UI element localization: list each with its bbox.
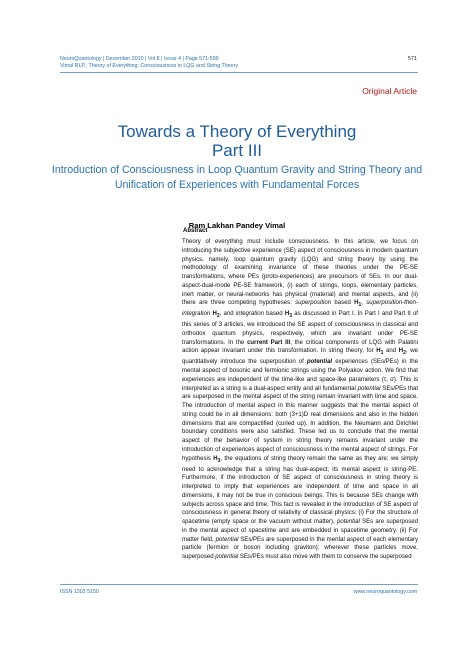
running-title-line: Vimal RLP., Theory of Everything: Consciousness in LQG and String Theory (60, 63, 239, 69)
journal-citation-line: NeuroQuantology | December 2010 | Vol 8 | Issue 4 | Page 571-599 (60, 56, 219, 62)
abstract-heading: Abstract (183, 228, 208, 234)
journal-url[interactable]: www.neuroquantology.com (353, 589, 417, 595)
page-number: 571 (407, 56, 417, 62)
article-type-label: Original Article (362, 86, 417, 96)
footer-rule (60, 584, 418, 585)
subtitle: Introduction of Consciousness in Loop Quantum Gravity and String Theory and Unification of Experiences with Fundamental Forces (51, 164, 423, 191)
author-name: Ram Lakhan Pandey Vimal (188, 221, 286, 230)
issn-label: ISSN 1303 5150 (60, 589, 99, 595)
journal-header (60, 56, 420, 70)
title-line-1: Towards a Theory of Everything (117, 122, 357, 141)
abstract-paragraph: Theory of everything must include consciousness. In this article, we focus on introducing the subjective experience (SE) aspect of consciousness in modern quantum physics, namely, loop quantum gravity (LQG) and string theory by using the methodology of examining invariance of these theories under the PE-SE transformations, where PEs (proto-experiences) are precursors of SEs. In our dual-aspect-dual-mode PE-SE framework, (i) each of strings, loops, elementary particles, inert matter, or neural-networks has physical (material) and mental aspects, and (ii) there are three competing hypotheses: superposition based $H_1$, superposition-then-integration $H_2$, and integration based $H_3$ as discussed in Part I. In Part I and Part II of this series of 3 articles, we introduced the SE aspect of consciousness in classical and orthodox quantum physics, respectively, which are invariant under PE-SE transformations. In the current Part III, the critical components of LQG with Palatini action appear invariant under this transformation. In string theory, for $H_1$ and $H_2$, we quantitatively introduce the superposition of potential experiences (SEs/PEs) in the mental aspect of bosonic and fermionic strings using the Polyakov action. We find that experiences are independent of the time-like and space-like parameters (τ, σ). This is interpreted as a string is a dual-aspect entity and all fundamental potential SEs/PEs that are superposed in the mental aspect of the string remain invariant with time and space. The introduction of mental aspect in this manner suggests that the mental aspect of string could be in all dimensions: both (3+1)D real dimensions and also in the hidden dimensions that are compactified (curled up). In addition, the Neumann and Dirichlet boundary conditions were also satisfied. These led us to conclude that the mental aspect of the behavior of system in string theory remains invariant under the introduction of experiences aspect of consciousness in the mental aspect of strings. For hypothesis $H_3$, the equations of string theory remain the same as they are; we simply need to acknowledge that a string has dual-aspect; its mental aspect is string-PE. Furthermore, if the introduction of SE aspect of consciousness in string theory is interpreted to imply that experiences are independent of time and space in all dimensions, it may not be true in conscious beings. This is because SEs change with subjects across space and time. This fact is revealed in the introduction of SE aspect of consciousness in general theory of relativity of classical physics: (i) For the structure of spacetime (empty space or the vacuum without matter), potential SEs are superposed in the mental aspect of spacetime and are embedded in spacetime geometry. (ii) For matter field, potential SEs/PEs are superposed in the mental aspect of each elementary particle (fermion or boson including graviton); wherever these particles move, superposed potential SEs/PEs must also move with them to conserve the superposed (182, 239, 419, 561)
abstract-text (182, 238, 418, 562)
title-line-2: Part III (211, 141, 263, 160)
header-rule (60, 72, 418, 73)
